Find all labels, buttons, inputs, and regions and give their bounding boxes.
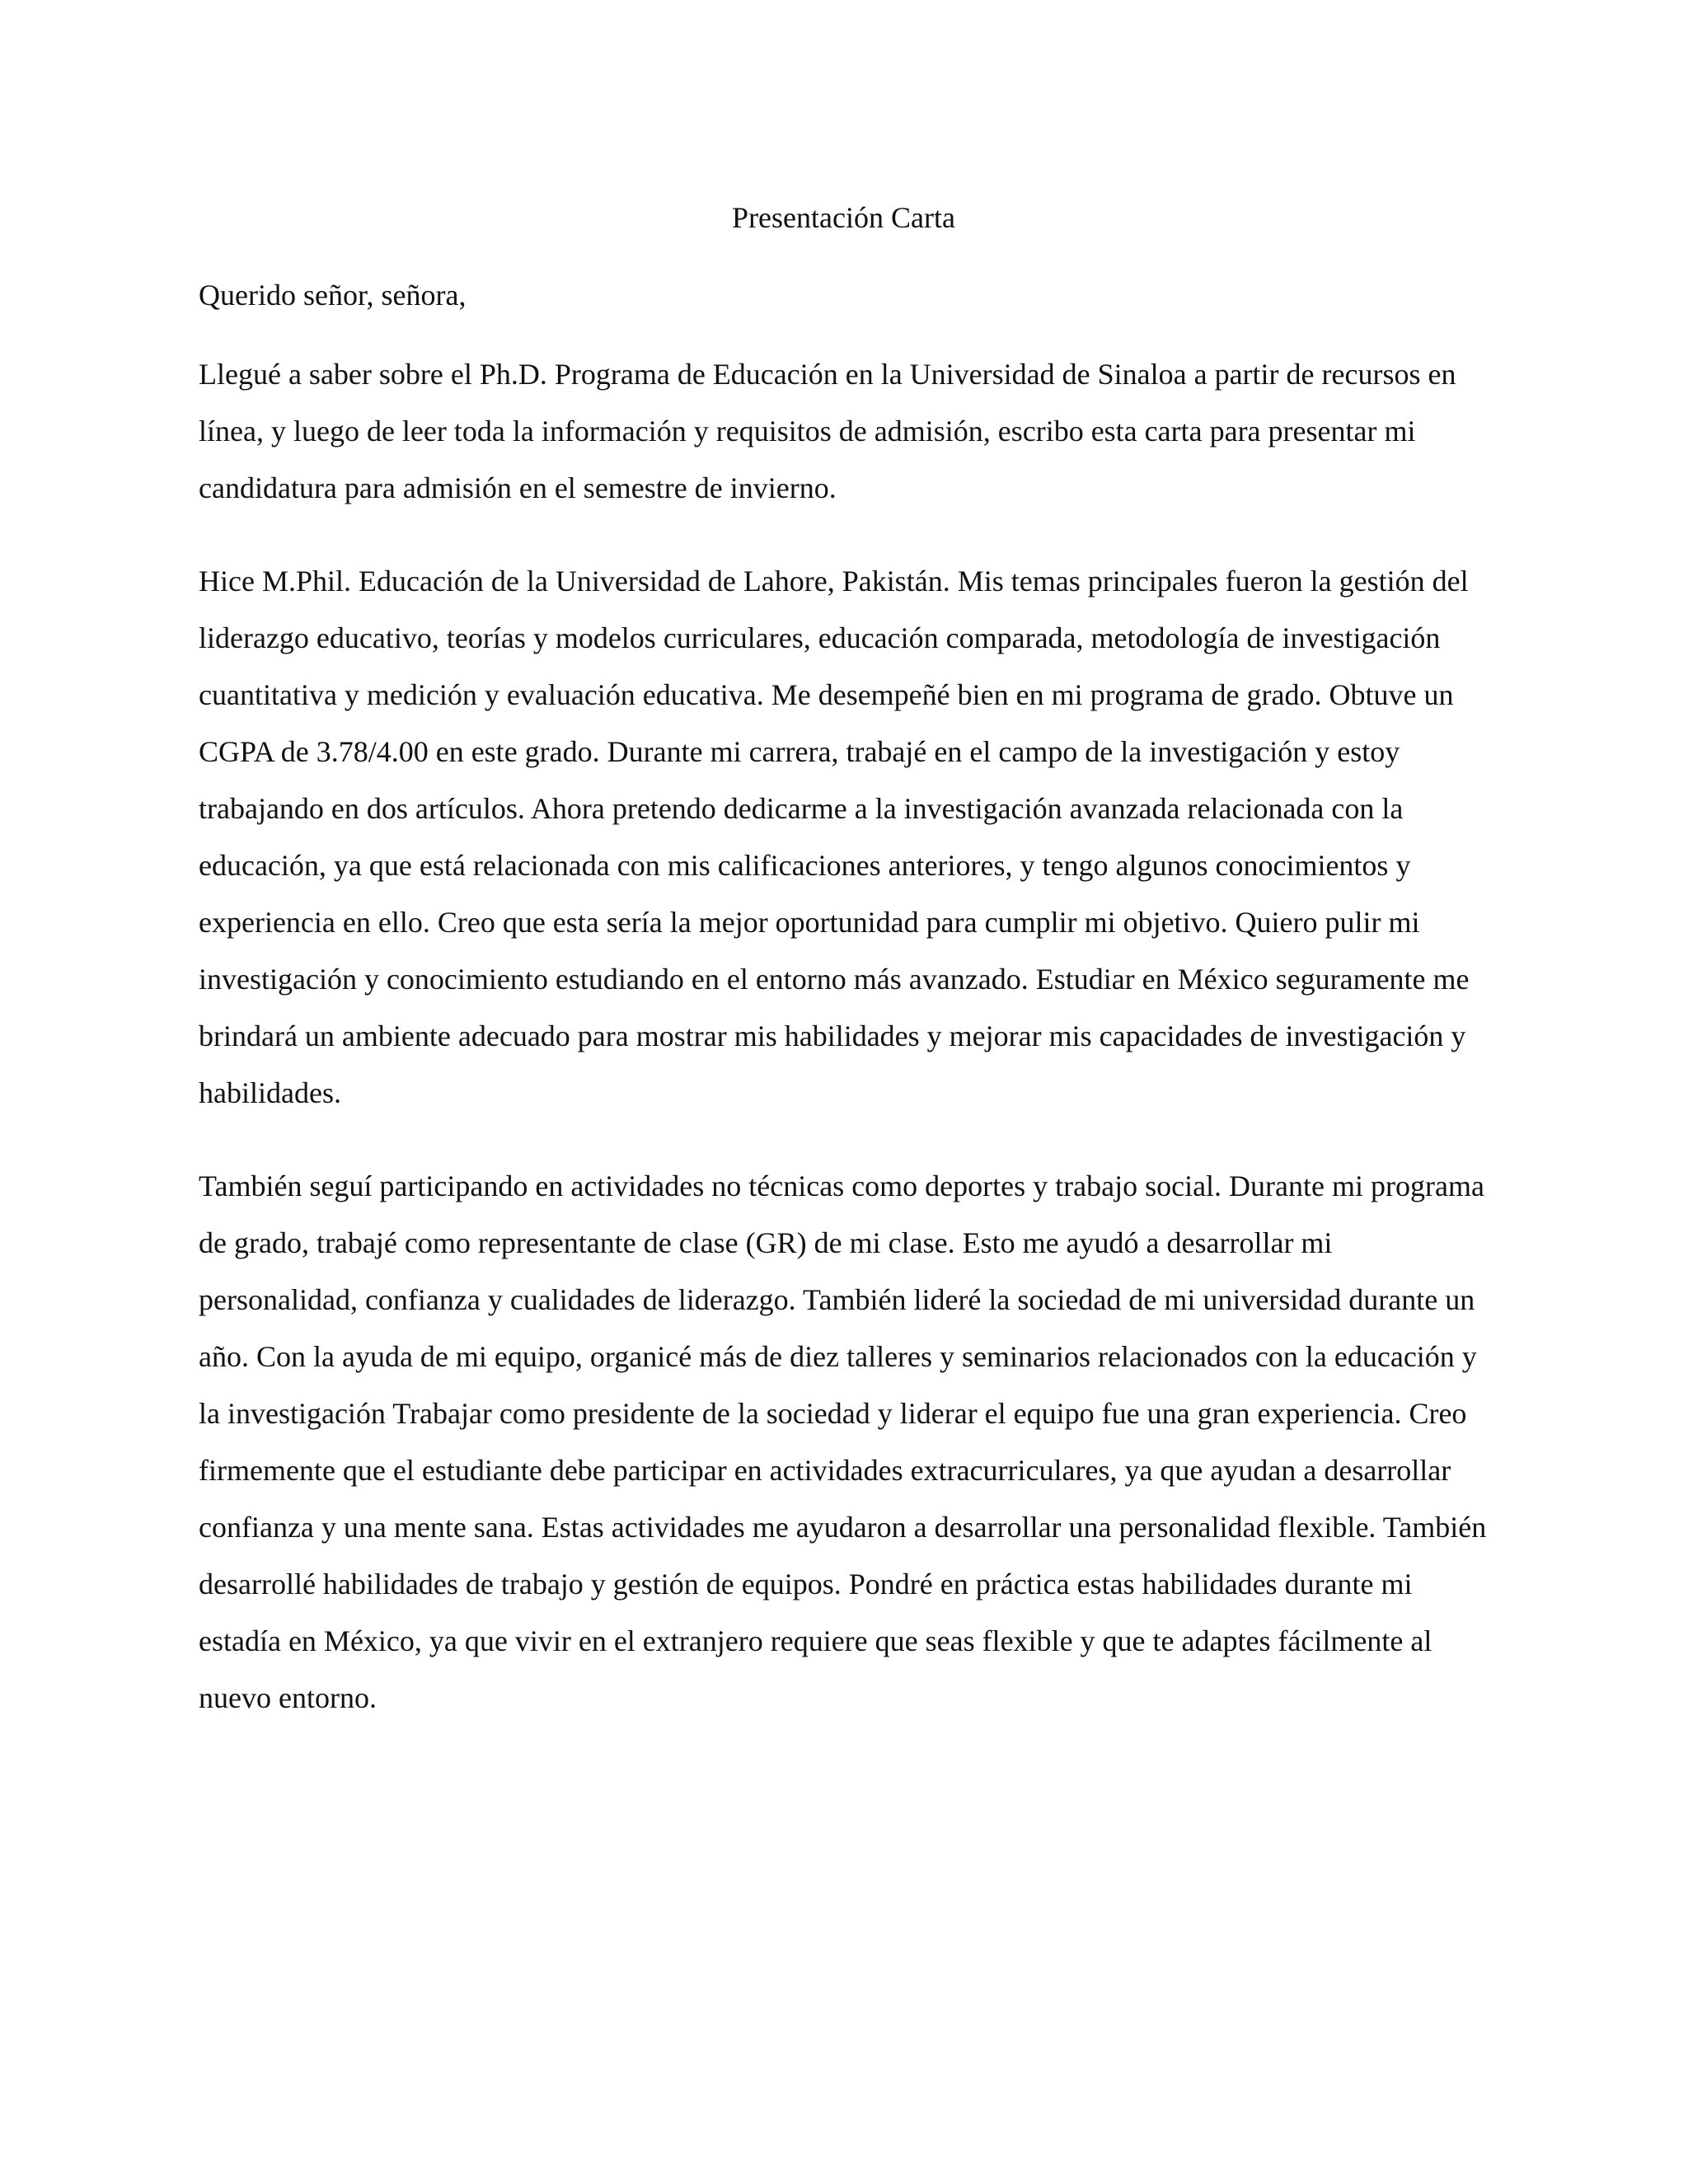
letter-body bbox=[199, 196, 1489, 1727]
paragraph-education: Hice M.Phil. Educación de la Universidad de Lahore, Pakistán. Mis temas principales fueron la gestión del liderazgo educativo, teorías y modelos curriculares, educación comparada, metodología de investigación cuantitativa y medición y evaluación educativa. Me desempeñé bien en mi programa de grado. Obtuve un CGPA de 3.78/4.00 en este grado. Durante mi carrera, trabajé en el campo de la investigación y estoy trabajando en dos artículos. Ahora pretendo dedicarme a la investigación avanzada relacionada con la educación, ya que está relacionada con mis calificaciones anteriores, y tengo algunos conocimientos y experiencia en ello. Creo que esta sería la mejor oportunidad para cumplir mi objetivo. Quiero pulir mi investigación y conocimiento estudiando en el entorno más avanzado. Estudiar en México seguramente me brindará un ambiente adecuado para mostrar mis habilidades y mejorar mis capacidades de investigación y habilidades. bbox=[199, 565, 1470, 1109]
salutation: Querido señor, señora, bbox=[199, 279, 467, 312]
paragraph-activities: También seguí participando en actividades no técnicas como deportes y trabajo social. Durante mi programa de grado, trabajé como representante de clase (GR) de mi clase. Esto me ayudó a desarrollar mi personalidad, confianza y cualidades de liderazgo. También lideré la sociedad de mi universidad durante un año. Con la ayuda de mi equipo, organicé más de diez talleres y seminarios relacionados con la educación y la investigación Trabajar como presidente de la sociedad y liderar el equipo fue una gran experiencia. Creo firmemente que el estudiante debe participar en actividades extracurriculares, ya que ayudan a desarrollar confianza y una mente sana. Estas actividades me ayudaron a desarrollar una personalidad flexible. También desarrollé habilidades de trabajo y gestión de equipos. Pondré en práctica estas habilidades durante mi estadía en México, ya que vivir en el extranjero requiere que seas flexible y que te adaptes fácilmente al nuevo entorno. bbox=[199, 1169, 1487, 1714]
paragraph-intro: Llegué a saber sobre el Ph.D. Programa de Educación en la Universidad de Sinaloa a partir de recursos en línea, y luego de leer toda la información y requisitos de admisión, escribo esta carta para presentar mi candidatura para admisión en el semestre de invierno. bbox=[199, 358, 1456, 504]
page-title: Presentación Carta bbox=[732, 201, 955, 234]
